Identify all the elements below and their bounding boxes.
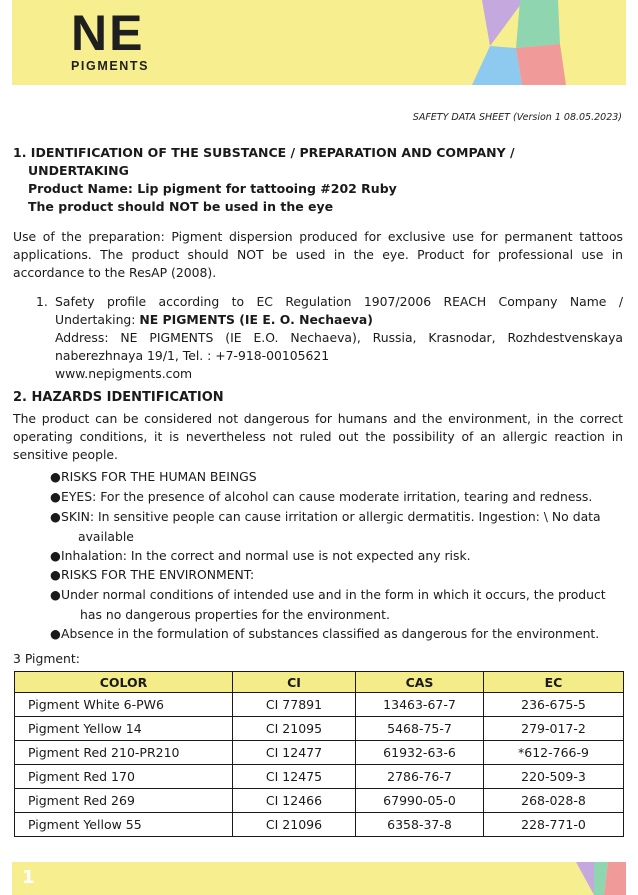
section1-title-line1: 1. IDENTIFICATION OF THE SUBSTANCE / PREPARATION AND COMPANY /: [13, 145, 515, 160]
column-header: COLOR: [15, 672, 233, 693]
table-row: [15, 765, 624, 789]
table-cell: 61932-63-6: [356, 741, 484, 765]
bullet-item: ●Inhalation: In the correct and normal use is not expected any risk.: [50, 546, 471, 566]
table-cell: Pigment Red 210-PR210: [15, 741, 233, 765]
address-phone-line: naberezhnaya 19/1, Tel. : +7-918-00105621: [55, 348, 330, 363]
list-item-number: 1.: [36, 294, 48, 309]
table-cell: 268-028-8: [484, 789, 624, 813]
table-header-row: [15, 672, 624, 693]
table-cell: CI 12475: [233, 765, 356, 789]
table-row: [15, 789, 624, 813]
bullet-continuation: available: [78, 529, 134, 544]
header-band: [12, 0, 626, 85]
bullet-dot-icon: ●: [50, 587, 61, 602]
table-row: [15, 813, 624, 837]
column-header: CAS: [356, 672, 484, 693]
table-cell: 2786-76-7: [356, 765, 484, 789]
company-name: NE PIGMENTS (IE E. O. Nechaeva): [139, 312, 373, 327]
table-cell: Pigment Yellow 14: [15, 717, 233, 741]
bullet-dot-icon: ●: [50, 509, 61, 524]
undertaking-label: Undertaking:: [55, 312, 140, 327]
website-link[interactable]: www.nepigments.com: [55, 366, 193, 381]
bullet-continuation: has no dangerous properties for the environment.: [80, 607, 390, 622]
column-header: EC: [484, 672, 624, 693]
table-row: [15, 741, 624, 765]
safety-profile-line: Safety profile according to EC Regulation 1907/2006 REACH Company Name /: [55, 294, 623, 309]
table-cell: Pigment Red 269: [15, 789, 233, 813]
logo-subtitle: PIGMENTS: [71, 59, 150, 73]
use-of-preparation: Use of the preparation: Pigment dispersion produced for exclusive use for permanent tattoos applications. The product should NOT be used in the eye. Product for professional use in accordance to the ResAP (2008).: [13, 229, 623, 280]
table-cell: 236-675-5: [484, 693, 624, 717]
bullet-dot-icon: ●: [50, 567, 61, 582]
bullet-item: ●Absence in the formulation of substances classified as dangerous for the environment.: [50, 624, 599, 644]
table-cell: CI 12466: [233, 789, 356, 813]
footer-band: [12, 862, 626, 895]
document-version: SAFETY DATA SHEET (Version 1 08.05.2023): [412, 112, 622, 123]
table-cell: 6358-37-8: [356, 813, 484, 837]
page-number: 1: [22, 867, 35, 888]
bullet-item: ●RISKS FOR THE HUMAN BEINGS: [50, 467, 257, 487]
section1-title-line2: UNDERTAKING: [28, 163, 129, 178]
bullet-item: ●RISKS FOR THE ENVIRONMENT:: [50, 565, 254, 585]
table-cell: 220-509-3: [484, 765, 624, 789]
table-row: [15, 693, 624, 717]
pigment-table: [14, 671, 624, 837]
undertaking-line: [55, 311, 373, 329]
bullet-dot-icon: ●: [50, 469, 61, 484]
table-row: [15, 717, 624, 741]
bullet-item: ●EYES: For the presence of alcohol can cause moderate irritation, tearing and redness.: [50, 487, 592, 507]
table-cell: Pigment Red 170: [15, 765, 233, 789]
bullet-dot-icon: ●: [50, 489, 61, 504]
bullet-item: ●SKIN: In sensitive people can cause irritation or allergic dermatitis. Ingestion: \ No data: [50, 507, 601, 527]
bullet-dot-icon: ●: [50, 548, 61, 563]
bullet-dot-icon: ●: [50, 626, 61, 641]
table-cell: CI 21096: [233, 813, 356, 837]
section2-title: 2. HAZARDS IDENTIFICATION: [13, 390, 224, 405]
eye-warning: The product should NOT be used in the eye: [28, 199, 334, 214]
footer-decorative-shapes: [572, 862, 626, 895]
table-cell: 67990-05-0: [356, 789, 484, 813]
column-header: CI: [233, 672, 356, 693]
bullet-item: ●Under normal conditions of intended use and in the form in which it occurs, the product: [50, 585, 606, 605]
table-cell: Pigment Yellow 55: [15, 813, 233, 837]
table-cell: *612-766-9: [484, 741, 624, 765]
table-cell: 228-771-0: [484, 813, 624, 837]
address-line: Address: NE PIGMENTS (IE E.O. Nechaeva), Russia, Krasnodar, Rozhdestvenskaya: [55, 330, 623, 345]
hazards-intro: The product can be considered not dangerous for humans and the environment, in the correct operating conditions, it is nevertheless not ruled out the possibility of an allergic reaction in sensitive people.: [13, 411, 623, 462]
table-cell: CI 77891: [233, 693, 356, 717]
table-cell: 5468-75-7: [356, 717, 484, 741]
table-cell: CI 12477: [233, 741, 356, 765]
table-cell: 279-017-2: [484, 717, 624, 741]
product-name: Product Name: Lip pigment for tattooing #202 Ruby: [28, 181, 397, 196]
table-cell: CI 21095: [233, 717, 356, 741]
table-cell: 13463-67-7: [356, 693, 484, 717]
table-cell: Pigment White 6-PW6: [15, 693, 233, 717]
section3-title: 3 Pigment:: [13, 651, 80, 666]
logo-wordmark: NE: [71, 5, 145, 61]
decorative-shapes: [462, 0, 626, 85]
